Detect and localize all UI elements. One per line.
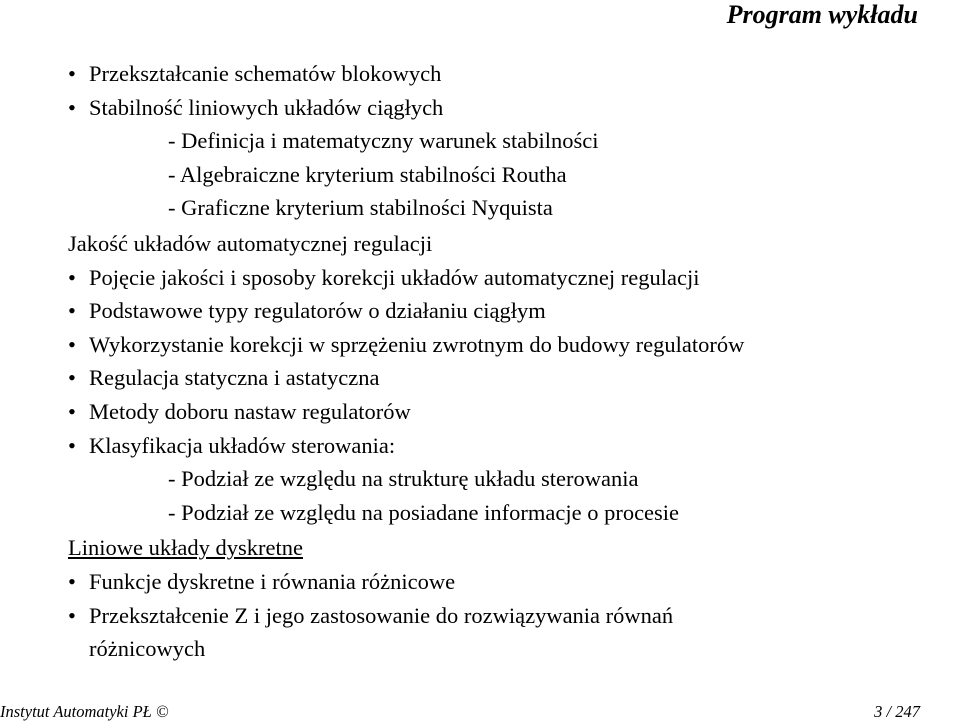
list-item — [68, 361, 948, 395]
list-item — [68, 429, 948, 463]
item-text: Pojęcie jakości i sposoby korekcji układów automatycznej regulacji — [89, 264, 700, 290]
section-heading — [68, 227, 948, 261]
sub-item — [68, 462, 948, 496]
list-item — [68, 395, 948, 429]
bullet-icon: • — [68, 331, 76, 357]
item-text: - Definicja i matematyczny warunek stabilności — [168, 128, 599, 154]
sub-item — [68, 158, 948, 192]
sub-item — [68, 124, 948, 158]
item-text: Funkcje dyskretne i równania różnicowe — [89, 568, 456, 594]
bullet-icon: • — [68, 365, 76, 391]
footer-institute: Instytut Automatyki PŁ © — [0, 702, 169, 721]
list-item — [68, 294, 948, 328]
item-text: Liniowe układy dyskretne — [68, 535, 303, 561]
bullet-icon: • — [68, 94, 76, 120]
item-text: Jakość układów automatycznej regulacji — [68, 230, 433, 256]
item-text: - Algebraiczne kryterium stabilności Routha — [168, 161, 567, 187]
section-heading — [68, 531, 948, 565]
item-text: Podstawowe typy regulatorów o działaniu ciągłym — [89, 298, 546, 324]
sub-item — [68, 191, 948, 225]
item-text: różnicowych — [89, 636, 206, 662]
item-text: Klasyfikacja układów sterowania: — [89, 432, 396, 458]
bullet-icon: • — [68, 264, 76, 290]
item-text: - Podział ze względu na posiadane informacje o procesie — [168, 499, 680, 525]
list-item — [68, 91, 948, 125]
item-text: Stabilność liniowych układów ciągłych — [89, 94, 444, 120]
page-title: Program wykładu — [726, 0, 918, 29]
list-item — [68, 565, 948, 599]
item-text: - Graficzne kryterium stabilności Nyquista — [168, 195, 553, 221]
bullet-icon: • — [68, 61, 76, 86]
list-item — [68, 632, 948, 666]
page-number: 3 / 247 — [874, 702, 920, 721]
item-text: Metody doboru nastaw regulatorów — [89, 398, 411, 424]
bullet-icon: • — [68, 568, 76, 594]
bullet-icon: • — [68, 298, 76, 324]
list-item — [68, 57, 948, 91]
list-item — [68, 261, 948, 295]
sub-item — [68, 496, 948, 530]
item-text: Przekształcenie Z i jego zastosowanie do rozwiązywania równań — [89, 602, 674, 628]
bullet-icon: • — [68, 432, 76, 458]
bullet-icon: • — [68, 602, 76, 628]
bullet-icon: • — [68, 398, 76, 424]
item-text: Regulacja statyczna i astatyczna — [89, 365, 380, 391]
list-item — [68, 328, 948, 362]
item-text: Przekształcanie schematów blokowych — [89, 61, 442, 86]
list-item — [68, 599, 948, 633]
lecture-program-list — [68, 57, 948, 666]
item-text: - Podział ze względu na strukturę układu sterowania — [168, 466, 639, 492]
item-text: Wykorzystanie korekcji w sprzężeniu zwrotnym do budowy regulatorów — [89, 331, 745, 357]
